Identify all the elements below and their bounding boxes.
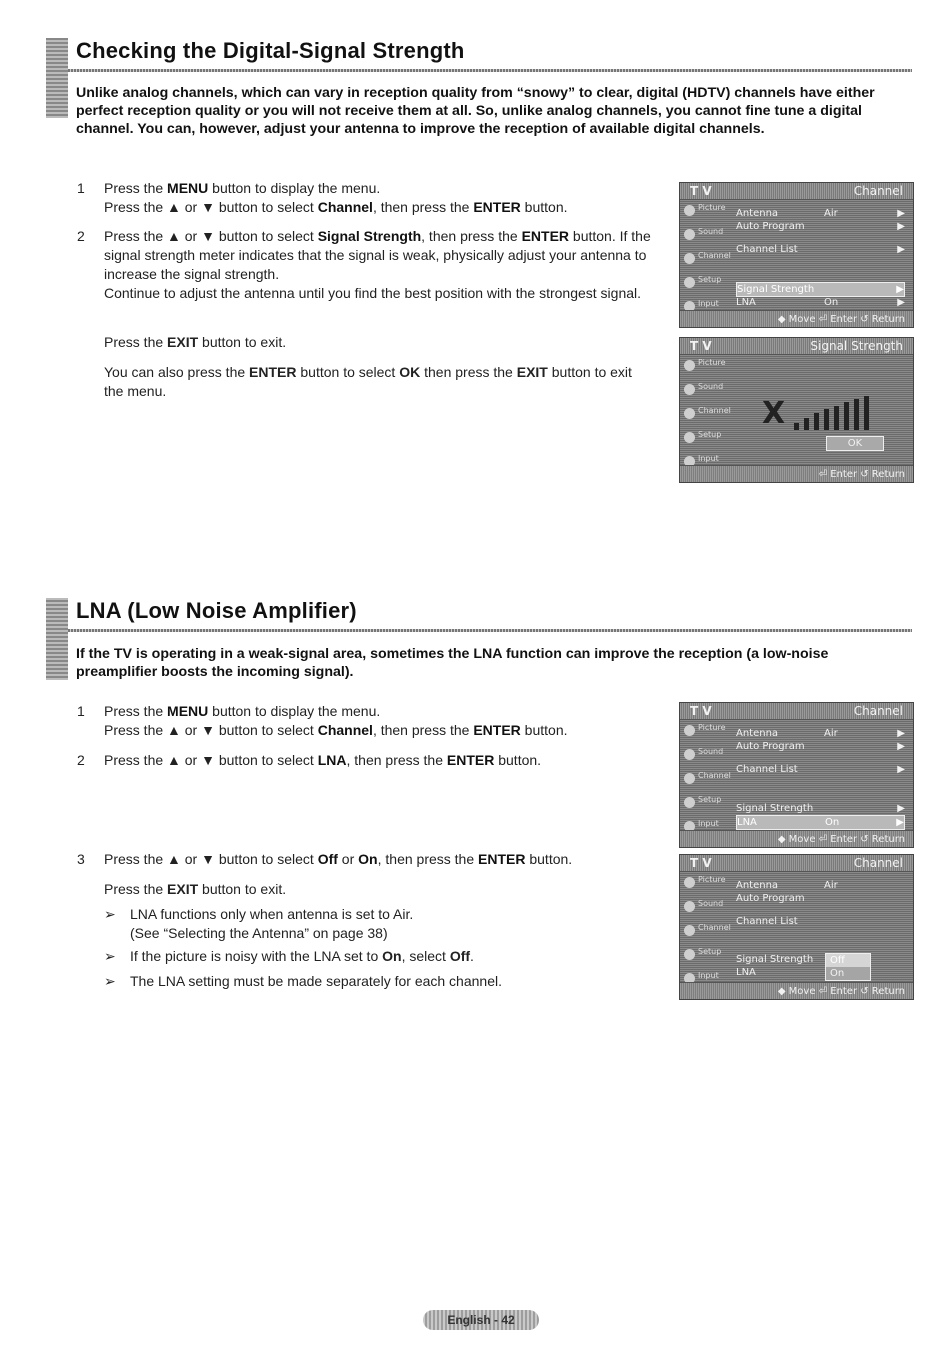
section1-title: Checking the Digital-Signal Strength (76, 38, 465, 63)
section2-exit-text: Press the EXIT button to exit. (104, 881, 287, 897)
step-text (104, 751, 654, 770)
row-label: LNA (736, 297, 756, 308)
row-label: Channel List (736, 244, 798, 255)
signal-bar (814, 413, 819, 430)
row-label: Channel List (736, 764, 798, 775)
osd-row-antenna (736, 879, 905, 892)
osd-menu-title: Channel (853, 856, 903, 870)
chevron-right-icon: ▶ (896, 284, 904, 295)
heading-marker (46, 598, 68, 680)
step-line: Press the MENU button to display the menu. (104, 180, 381, 196)
step-number: 1 (77, 703, 85, 719)
picture-icon: Picture (684, 723, 732, 747)
row-label: Antenna (736, 208, 779, 219)
chevron-right-icon: ▶ (897, 297, 905, 308)
osd-channel-menu-lna (679, 702, 914, 848)
sound-icon: Sound (684, 899, 732, 923)
channel-icon: Channel (684, 251, 732, 275)
step-number: 3 (77, 851, 85, 867)
section1-ok-text: You can also press the ENTER button to select OK then press the EXIT button to exit the menu. (104, 364, 632, 399)
osd-menu-title: Channel (853, 184, 903, 198)
osd-sidebar (684, 875, 732, 995)
osd-tv-label: T V (690, 339, 712, 353)
chevron-right-icon: ▶ (897, 244, 905, 255)
signal-bar (834, 406, 839, 430)
row-label: Channel List (736, 916, 798, 927)
channel-icon: Channel (684, 406, 732, 430)
channel-icon: Channel (684, 923, 732, 947)
osd-lna-options (679, 854, 914, 1000)
step-line: Press the ▲ or ▼ button to select LNA, then press the ENTER button. (104, 752, 542, 768)
row-label: LNA (737, 817, 757, 828)
section2-heading (46, 598, 912, 626)
step-line: Press the ▲ or ▼ button to select Off or On, then press the ENTER button. (104, 851, 573, 867)
input-icon: Input (684, 454, 732, 478)
note-text: If the picture is noisy with the LNA set to On, select Off. (130, 948, 474, 964)
lna-option-popup (825, 953, 871, 981)
osd-tv-label: T V (690, 856, 712, 870)
input-icon: Input (684, 819, 732, 843)
osd-footer: ⏎ Enter ↺ Return (680, 465, 913, 482)
osd-title-bar (680, 703, 913, 720)
picture-icon: Picture (684, 358, 732, 382)
heading-rule (68, 629, 912, 632)
chevron-right-icon: ▶ (897, 208, 905, 219)
row-label: Antenna (736, 880, 779, 891)
step-number: 2 (77, 228, 85, 244)
heading-marker (46, 38, 68, 118)
osd-footer: ◆ Move ⏎ Enter ↺ Return (680, 982, 913, 999)
sound-icon: Sound (684, 227, 732, 251)
picture-icon: Picture (684, 203, 732, 227)
osd-sidebar (684, 203, 732, 323)
osd-row-channel-list (736, 915, 905, 928)
osd-footer: ◆ Move ⏎ Enter ↺ Return (680, 310, 913, 327)
row-label: Auto Program (736, 221, 805, 232)
step-line: Press the ▲ or ▼ button to select Channel, then press the ENTER button. (104, 199, 568, 215)
chevron-right-icon: ▶ (896, 817, 904, 828)
row-label: LNA (736, 967, 756, 978)
chevron-right-icon: ▶ (897, 221, 905, 232)
signal-bar (804, 418, 809, 430)
setup-icon: Setup (684, 275, 732, 299)
osd-row-channel-list (736, 243, 905, 256)
osd-row-lna (736, 966, 905, 979)
input-icon: Input (684, 299, 732, 323)
setup-icon: Setup (684, 430, 732, 454)
setup-icon: Setup (684, 795, 732, 819)
step-text (104, 179, 654, 217)
step-line: Press the ▲ or ▼ button to select Channel, then press the ENTER button. (104, 722, 568, 738)
step-number: 2 (77, 752, 85, 768)
channel-icon: Channel (684, 771, 732, 795)
osd-row-lna (736, 815, 905, 830)
osd-row-antenna (736, 207, 905, 220)
chevron-right-icon: ▶ (897, 764, 905, 775)
signal-bar (844, 402, 849, 430)
osd-row-auto-program (736, 892, 905, 905)
osd-title-bar (680, 183, 913, 200)
osd-tv-label: T V (690, 704, 712, 718)
step-line: Press the ▲ or ▼ button to select Signal Strength, then press the ENTER button. If the signal strength meter indicates that the signal is weak, physically adjust your antenna to increase the signal strength. (104, 228, 651, 282)
row-label: Signal Strength (736, 954, 814, 965)
osd-sidebar (684, 723, 732, 843)
osd-row-auto-program (736, 740, 905, 753)
osd-menu-title: Channel (853, 704, 903, 718)
arrow-icon: ➢ (104, 973, 116, 989)
row-label: Signal Strength (737, 284, 815, 295)
picture-icon: Picture (684, 875, 732, 899)
option-off[interactable]: Off (826, 954, 870, 967)
osd-title-bar (680, 338, 913, 355)
osd-tv-label: T V (690, 184, 712, 198)
sound-icon: Sound (684, 747, 732, 771)
section2-note-1 (104, 905, 604, 943)
section2-intro: If the TV is operating in a weak-signal area, sometimes the LNA function can improve the reception (a low-noise preamplifier boosts the incoming signal). (76, 646, 829, 680)
signal-bar (854, 399, 859, 430)
heading-rule (68, 69, 912, 72)
row-label: Signal Strength (736, 803, 814, 814)
row-value: On (824, 297, 839, 308)
sound-icon: Sound (684, 382, 732, 406)
osd-row-signal-strength (736, 802, 905, 815)
row-label: Antenna (736, 728, 779, 739)
osd-channel-menu-1 (679, 182, 914, 328)
osd-sidebar (684, 358, 732, 478)
osd-row-lna (736, 296, 905, 309)
step-text (104, 850, 654, 869)
osd-row-auto-program (736, 220, 905, 233)
section2-note-3 (104, 972, 604, 991)
section2-note-2 (104, 947, 604, 966)
option-on[interactable]: On (830, 968, 845, 979)
note-text: LNA functions only when antenna is set to Air. (See “Selecting the Antenna” on page 38) (130, 906, 414, 941)
arrow-icon: ➢ (104, 906, 116, 922)
step-line: Continue to adjust the antenna until you find the best position with the strongest signal. (104, 285, 642, 301)
osd-row-channel-list (736, 763, 905, 776)
step-number: 1 (77, 180, 85, 196)
osd-signal-strength (679, 337, 914, 483)
section2-title: LNA (Low Noise Amplifier) (76, 598, 357, 623)
page-footer: English - 42 (423, 1310, 539, 1330)
signal-meter (762, 394, 882, 430)
osd-menu-title: Signal Strength (810, 339, 903, 353)
section1-heading (46, 38, 912, 66)
osd-footer: ◆ Move ⏎ Enter ↺ Return (680, 830, 913, 847)
row-value: Air (824, 728, 838, 739)
osd-title-bar (680, 855, 913, 872)
step-line: Press the MENU button to display the menu. (104, 703, 381, 719)
row-label: Auto Program (736, 893, 805, 904)
osd-row-signal-strength (736, 282, 905, 297)
signal-bar (824, 409, 829, 430)
row-value: Air (824, 880, 838, 891)
row-value: On (825, 817, 840, 828)
ok-button[interactable]: OK (826, 436, 884, 451)
osd-row-antenna (736, 727, 905, 740)
signal-bar (864, 396, 869, 430)
chevron-right-icon: ▶ (897, 803, 905, 814)
chevron-right-icon: ▶ (897, 728, 905, 739)
step-text (104, 702, 654, 740)
step-text (104, 227, 654, 303)
signal-bar (794, 423, 799, 430)
arrow-icon: ➢ (104, 948, 116, 964)
chevron-right-icon: ▶ (897, 741, 905, 752)
row-label: Auto Program (736, 741, 805, 752)
section1-exit-text: Press the EXIT button to exit. (104, 334, 287, 350)
osd-row-signal-strength (736, 953, 905, 966)
input-icon: Input (684, 971, 732, 995)
section1-intro: Unlike analog channels, which can vary in reception quality from “snowy” to clear, digital (HDTV) channels have either perfect reception quality or you will not receive them at all. So, unlike analog channels, you cannot fine tune a digital channel. You can, however, adjust your antenna to improve the reception of available digital channels. (76, 85, 875, 137)
meter-x-label: X (762, 396, 786, 431)
row-value: Air (824, 208, 838, 219)
note-text: The LNA setting must be made separately for each channel. (130, 973, 502, 989)
setup-icon: Setup (684, 947, 732, 971)
